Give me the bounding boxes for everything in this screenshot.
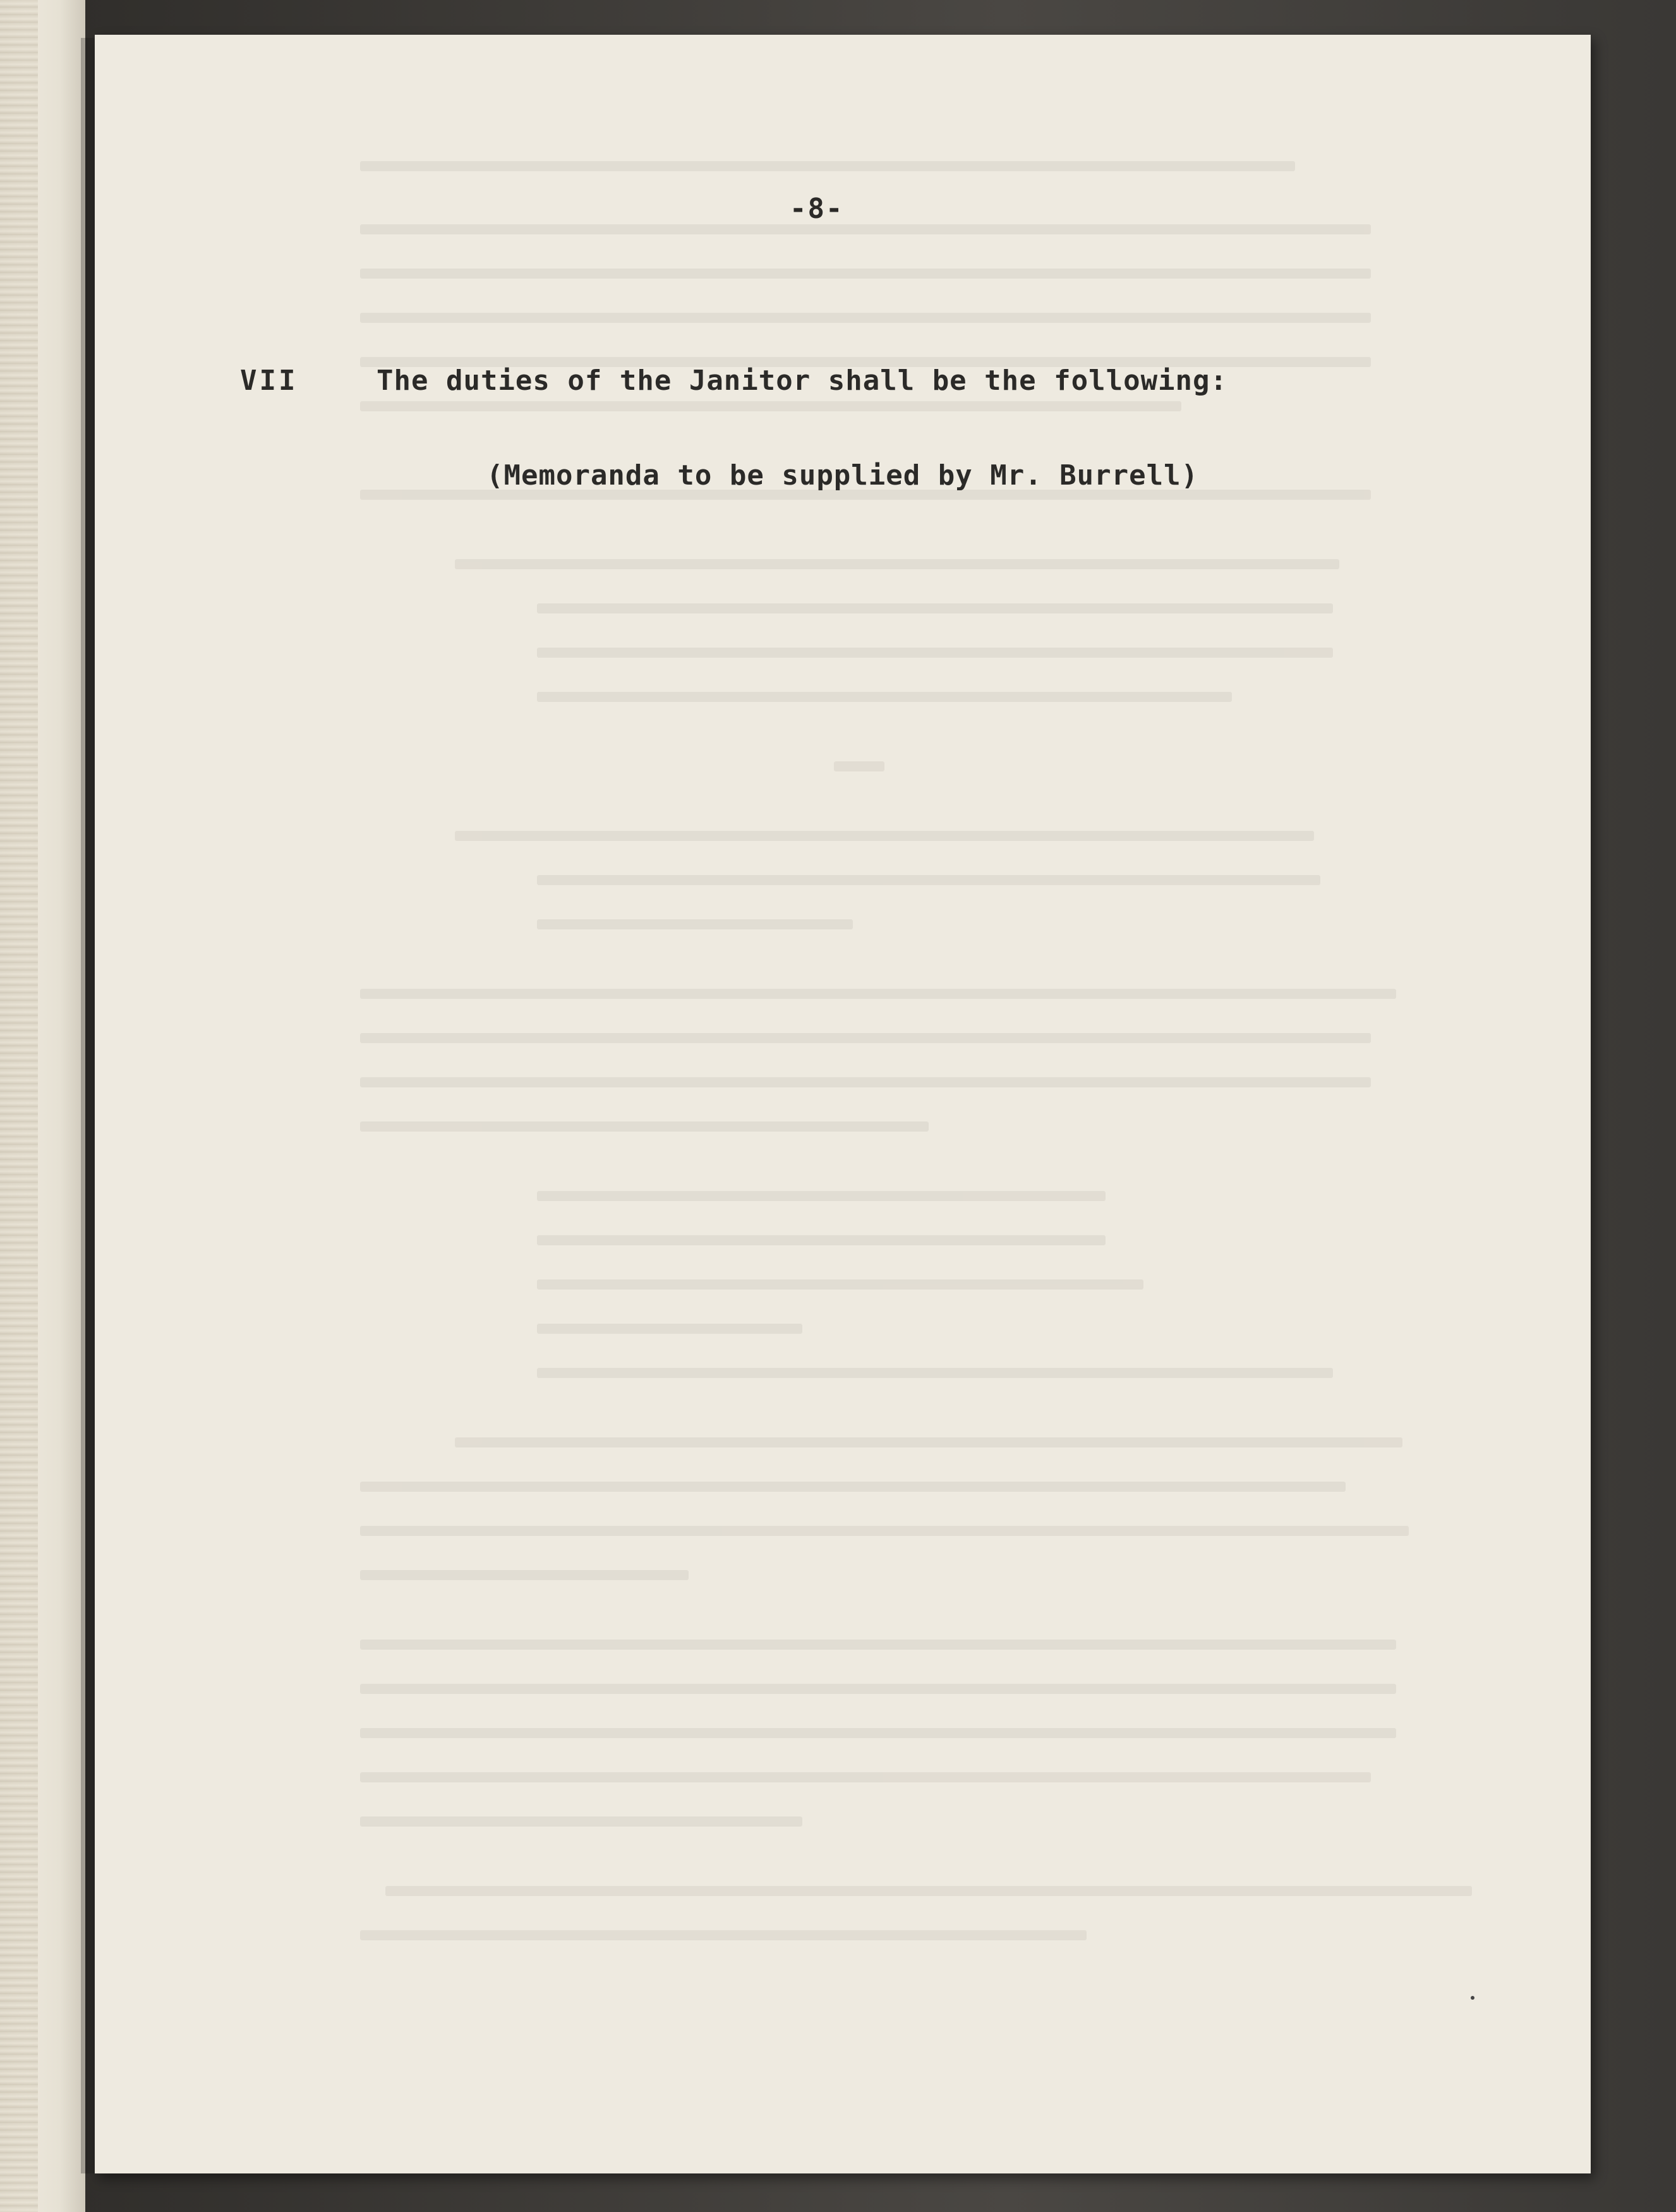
bleed-line bbox=[537, 1191, 1106, 1201]
section-note: (Memoranda to be supplied by Mr. Burrell) bbox=[486, 459, 1199, 492]
bleed-line bbox=[360, 224, 1371, 234]
ink-speck bbox=[1471, 1996, 1474, 2000]
bleed-line bbox=[537, 603, 1333, 613]
binding-cloth-strip bbox=[0, 0, 38, 2212]
bleed-line bbox=[455, 559, 1339, 569]
bleed-line bbox=[360, 401, 1181, 411]
bleed-line bbox=[537, 692, 1232, 702]
bleed-line bbox=[834, 761, 884, 771]
bleed-line bbox=[360, 1728, 1396, 1738]
reverse-side-bleed-through bbox=[360, 155, 1560, 1987]
section-numeral: VII bbox=[240, 365, 298, 397]
bleed-line bbox=[537, 875, 1320, 885]
bleed-line bbox=[455, 1437, 1402, 1447]
bleed-line bbox=[360, 269, 1371, 279]
bleed-line bbox=[360, 313, 1371, 323]
bleed-line bbox=[537, 1235, 1106, 1245]
book-binding-edge bbox=[0, 0, 85, 2212]
bleed-line bbox=[360, 1816, 802, 1827]
bleed-line bbox=[537, 1368, 1333, 1378]
bleed-line bbox=[360, 1077, 1371, 1087]
document-page bbox=[95, 35, 1591, 2173]
bleed-line bbox=[360, 1772, 1371, 1782]
bleed-line bbox=[360, 1482, 1346, 1492]
page-number: -8- bbox=[790, 193, 844, 225]
section-heading: The duties of the Janitor shall be the following: bbox=[377, 365, 1228, 397]
bleed-line bbox=[360, 1640, 1396, 1650]
bleed-line bbox=[360, 989, 1396, 999]
bleed-line bbox=[537, 648, 1333, 658]
bleed-line bbox=[360, 161, 1295, 171]
bleed-line bbox=[360, 1033, 1371, 1043]
bleed-line bbox=[360, 1930, 1087, 1940]
bleed-line bbox=[360, 1570, 689, 1580]
bleed-line bbox=[385, 1886, 1472, 1896]
bleed-line bbox=[360, 1684, 1396, 1694]
bleed-line bbox=[537, 1279, 1143, 1290]
bleed-line bbox=[360, 1121, 929, 1132]
bleed-line bbox=[360, 1526, 1409, 1536]
bleed-line bbox=[537, 1324, 802, 1334]
bleed-line bbox=[455, 831, 1314, 841]
bleed-line bbox=[537, 919, 853, 929]
